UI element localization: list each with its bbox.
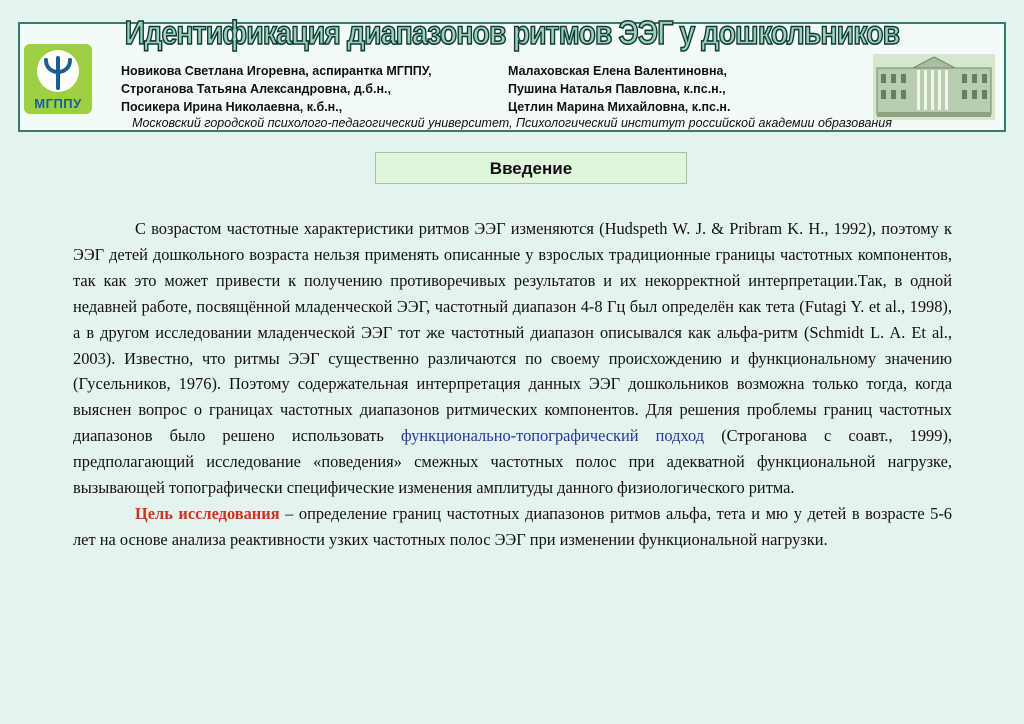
university-building-image — [873, 54, 995, 120]
poster-title: Идентификация диапазонов ритмов ЭЭГ у дошкольников — [124, 14, 900, 51]
author-line: Цетлин Марина Михайловна, к.пс.н. — [508, 100, 731, 114]
author-line: Посикера Ирина Николаевна, к.б.н., — [121, 100, 343, 114]
intro-text-part2: (Строганова с соавт., 1999), предполагающий исследование «поведения» смежных частотных полос при адекватной функциональной нагрузке, вызывающей топографически специфические изменения амплитуды данного физиологического ритма. — [73, 426, 952, 498]
section-heading-introduction: Введение — [375, 152, 687, 184]
logo-text: МГППУ — [34, 96, 82, 111]
goal-text: – определение границ частотных диапазонов ритмов альфа, тета и мю у детей в возрасте 5-6 лет на основе анализа реактивности узких частотных полос ЭЭГ при изменении функциональной нагрузки. — [73, 503, 953, 549]
goal-label: Цель исследования — [135, 503, 280, 523]
goal-paragraph — [73, 501, 952, 553]
approach-link[interactable]: функционально-топографический подход — [400, 426, 705, 446]
authors-right-column — [508, 62, 730, 116]
introduction-body — [73, 216, 952, 553]
authors-left-column — [121, 62, 432, 116]
university-logo — [24, 44, 92, 114]
author-line: Новикова Светлана Игоревна, аспирантка МГППУ, — [121, 64, 432, 78]
author-line: Малаховская Елена Валентиновна, — [508, 64, 727, 78]
intro-paragraph — [73, 216, 952, 501]
institution-line: Московский городской психолого-педагогический университет, Психологический институт российской академии образования — [132, 116, 892, 130]
author-line: Строганова Татьяна Александровна, д.б.н., — [121, 82, 391, 96]
author-line: Пушина Наталья Павловна, к.пс.н., — [508, 82, 726, 96]
intro-text-part1: С возрастом частотные характеристики ритмов ЭЭГ изменяются (Hudspeth W. J. & Pribram K. H., 1992), поэтому к ЭЭГ детей дошкольного возраста нельзя применять описанные у взрослых традиционные границы частотных компонентов, так как это может привести к получению противоречивых результатов и их некорректной интерпретации.Так, в одной недавней работе, посвящённой младенческой ЭЭГ, частотный диапазон 4-8 Гц был определён как тета (Futagi Y. et al., 1998), а в другом исследовании младенческой ЭЭГ тот же частотный диапазон описывался как альфа-ритм (Schmidt L. A. Et al., 2003). Известно, что ритмы ЭЭГ существенно различаются по своему происхождению и функциональному значению (Гусельников, 1976). Поэтому содержательная интерпретация данных ЭЭГ дошкольников возможна только тогда, когда выяснен вопрос о границах частотных диапазонов ритмических компонентов. Для решения проблемы границ частотных диапазонов было решено использовать — [73, 219, 952, 446]
